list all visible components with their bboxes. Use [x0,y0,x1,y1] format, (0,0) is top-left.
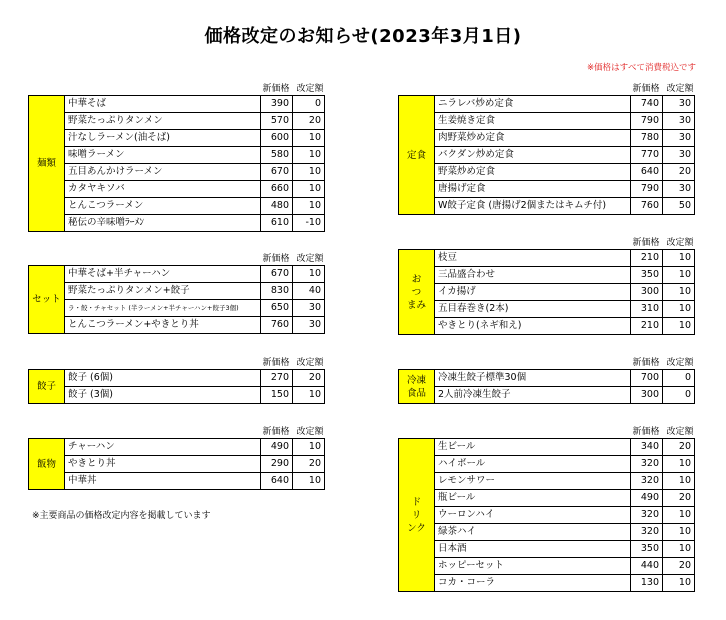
section-drinks [398,427,695,592]
section-gyoza [28,358,325,404]
item-name: とんこつラーメン+やきとり丼 [65,317,261,334]
item-name: 冷凍生餃子標準30個 [435,370,631,387]
item-name: 野菜たっぷりタンメン+餃子 [65,283,261,300]
price-table [28,438,325,490]
item-change: -10 [293,215,325,232]
item-new-price: 210 [631,318,663,335]
table-row [399,524,695,541]
item-name: 秘伝の辛味噌ﾗｰﾒﾝ [65,215,261,232]
item-name: やきとり丼 [65,456,261,473]
item-new-price: 580 [261,147,293,164]
table-row [399,541,695,558]
table-row [399,267,695,284]
item-name: 緑茶ハイ [435,524,631,541]
section-otsumami [398,238,695,335]
table-row [29,387,325,404]
item-change: 30 [663,181,695,198]
category-label: 飯物 [29,439,65,490]
item-change: 20 [663,164,695,181]
item-name: 野菜たっぷりタンメン [65,113,261,130]
table-row [399,507,695,524]
item-name: 三品盛合わせ [435,267,631,284]
item-new-price: 650 [261,300,293,317]
item-new-price: 440 [631,558,663,575]
table-row [399,164,695,181]
table-row [399,130,695,147]
table-row [29,164,325,181]
item-change: 10 [293,266,325,283]
table-row [399,473,695,490]
table-row [29,439,325,456]
category-label: セット [29,266,65,334]
item-new-price: 340 [631,439,663,456]
table-row [29,266,325,283]
table-row [29,317,325,334]
table-row [399,147,695,164]
item-new-price: 320 [631,473,663,490]
footer-note: ※主要商品の価格改定内容を掲載しています [32,511,211,521]
item-change: 10 [293,130,325,147]
item-change: 30 [663,130,695,147]
table-row [29,147,325,164]
item-change: 30 [663,113,695,130]
tax-note: ※価格はすべて消費税込です [587,63,696,73]
item-name: ニラレバ炒め定食 [435,96,631,113]
item-new-price: 270 [261,370,293,387]
item-change: 10 [293,164,325,181]
item-name: W餃子定食 (唐揚げ2個またはキムチ付) [435,198,631,215]
item-new-price: 670 [261,266,293,283]
header-change: 改定額 [666,84,694,94]
section-frozen [398,358,695,404]
item-name: 中華そば+半チャーハン [65,266,261,283]
item-new-price: 790 [631,113,663,130]
header-change: 改定額 [666,358,694,368]
item-change: 30 [663,147,695,164]
item-change: 20 [663,558,695,575]
column-header [260,424,328,437]
item-change: 0 [663,387,695,404]
item-new-price: 310 [631,301,663,318]
item-name: 生ビール [435,439,631,456]
item-new-price: 670 [261,164,293,181]
table-row [399,370,695,387]
page-title: 価格改定のお知らせ(2023年3月1日) [204,26,522,47]
item-change: 30 [663,96,695,113]
table-row [399,113,695,130]
item-change: 10 [293,181,325,198]
item-new-price: 150 [261,387,293,404]
item-change: 10 [663,575,695,592]
item-new-price: 660 [261,181,293,198]
header-new-price: 新価格 [262,358,290,368]
item-new-price: 600 [261,130,293,147]
item-change: 30 [293,300,325,317]
item-new-price: 610 [261,215,293,232]
category-label: 定食 [399,96,435,215]
table-row [29,96,325,113]
category-label: 麺類 [29,96,65,232]
table-row [29,283,325,300]
item-new-price: 760 [631,198,663,215]
header-new-price: 新価格 [262,427,290,437]
column-header [260,251,328,264]
item-new-price: 390 [261,96,293,113]
item-name: 中華そば [65,96,261,113]
section-rice [28,427,325,490]
column-header [260,355,328,368]
item-name: ホッピーセット [435,558,631,575]
item-new-price: 350 [631,267,663,284]
item-name: コカ・コーラ [435,575,631,592]
item-name: 野菜炒め定食 [435,164,631,181]
item-name: やきとり(ネギ和え) [435,318,631,335]
item-new-price: 490 [261,439,293,456]
item-name: 肉野菜炒め定食 [435,130,631,147]
header-change: 改定額 [296,254,324,264]
item-change: 20 [293,113,325,130]
item-change: 10 [663,318,695,335]
item-name: チャーハン [65,439,261,456]
item-change: 10 [663,507,695,524]
item-name: 唐揚げ定食 [435,181,631,198]
table-row [29,198,325,215]
item-name: 餃子 (6個) [65,370,261,387]
item-new-price: 290 [261,456,293,473]
item-new-price: 480 [261,198,293,215]
item-change: 10 [293,473,325,490]
item-new-price: 320 [631,456,663,473]
price-table [28,265,325,334]
header-new-price: 新価格 [632,358,660,368]
item-name: 中華丼 [65,473,261,490]
table-row [29,181,325,198]
header-new-price: 新価格 [632,427,660,437]
table-row [399,198,695,215]
item-new-price: 320 [631,524,663,541]
item-change: 10 [663,541,695,558]
category-label: お つ まみ [399,250,435,335]
item-change: 20 [293,456,325,473]
item-change: 30 [293,317,325,334]
item-change: 10 [663,250,695,267]
item-name: レモンサワー [435,473,631,490]
header-new-price: 新価格 [632,238,660,248]
table-row [399,558,695,575]
item-new-price: 300 [631,284,663,301]
item-new-price: 760 [261,317,293,334]
item-name: バクダン炒め定食 [435,147,631,164]
table-row [29,370,325,387]
item-new-price: 640 [631,164,663,181]
item-change: 10 [663,473,695,490]
item-change: 10 [663,456,695,473]
table-row [29,473,325,490]
table-row [399,181,695,198]
section-noodles [28,84,325,232]
table-row [399,490,695,507]
item-change: 10 [663,284,695,301]
item-change: 20 [293,370,325,387]
item-new-price: 350 [631,541,663,558]
item-change: 10 [663,267,695,284]
item-new-price: 830 [261,283,293,300]
item-name: 餃子 (3個) [65,387,261,404]
item-new-price: 130 [631,575,663,592]
table-row [399,439,695,456]
item-change: 0 [293,96,325,113]
column-header [630,424,698,437]
header-change: 改定額 [296,358,324,368]
item-name: 汁なしラーメン(油そば) [65,130,261,147]
item-name: 生姜焼き定食 [435,113,631,130]
item-change: 50 [663,198,695,215]
item-change: 10 [293,147,325,164]
table-row [399,318,695,335]
table-row [29,215,325,232]
item-name: 五目春巻き(2本) [435,301,631,318]
item-new-price: 490 [631,490,663,507]
item-new-price: 320 [631,507,663,524]
item-name: ウーロンハイ [435,507,631,524]
item-change: 10 [663,301,695,318]
column-header [260,81,328,94]
table-row [29,456,325,473]
table-row [399,96,695,113]
column-header [630,81,698,94]
table-row [29,300,325,317]
item-new-price: 210 [631,250,663,267]
item-new-price: 780 [631,130,663,147]
item-name: 2人前冷凍生餃子 [435,387,631,404]
item-name: 味噌ラーメン [65,147,261,164]
item-name: 日本酒 [435,541,631,558]
item-change: 10 [293,387,325,404]
section-sets [28,254,325,334]
table-row [29,130,325,147]
header-change: 改定額 [666,427,694,437]
price-table [398,369,695,404]
item-new-price: 700 [631,370,663,387]
item-new-price: 570 [261,113,293,130]
item-change: 0 [663,370,695,387]
category-label: 冷凍 食品 [399,370,435,404]
item-change: 20 [663,439,695,456]
table-row [399,575,695,592]
item-new-price: 640 [261,473,293,490]
price-table [28,95,325,232]
item-name: 枝豆 [435,250,631,267]
price-table [398,249,695,335]
table-row [399,284,695,301]
table-row [399,301,695,318]
table-row [399,250,695,267]
item-name: 五目あんかけラーメン [65,164,261,181]
table-row [399,456,695,473]
price-table [28,369,325,404]
item-change: 40 [293,283,325,300]
section-teishoku [398,84,695,215]
item-new-price: 740 [631,96,663,113]
table-row [399,387,695,404]
header-new-price: 新価格 [262,254,290,264]
header-new-price: 新価格 [632,84,660,94]
item-name: とんこつラーメン [65,198,261,215]
item-name: カタヤキソバ [65,181,261,198]
column-header [630,235,698,248]
item-new-price: 300 [631,387,663,404]
item-new-price: 770 [631,147,663,164]
header-change: 改定額 [296,84,324,94]
column-header [630,355,698,368]
price-table [398,438,695,592]
item-change: 10 [293,439,325,456]
item-name: ラ・餃・チャセット (半ラーメン+半チャーハン+餃子3個) [65,300,261,317]
price-table [398,95,695,215]
table-row [29,113,325,130]
item-new-price: 790 [631,181,663,198]
item-change: 10 [663,524,695,541]
item-change: 10 [293,198,325,215]
category-label: 餃子 [29,370,65,404]
header-new-price: 新価格 [262,84,290,94]
item-change: 20 [663,490,695,507]
header-change: 改定額 [296,427,324,437]
item-name: ハイボール [435,456,631,473]
header-change: 改定額 [666,238,694,248]
category-label: ド リ ンク [399,439,435,592]
item-name: 瓶ビール [435,490,631,507]
item-name: イカ揚げ [435,284,631,301]
